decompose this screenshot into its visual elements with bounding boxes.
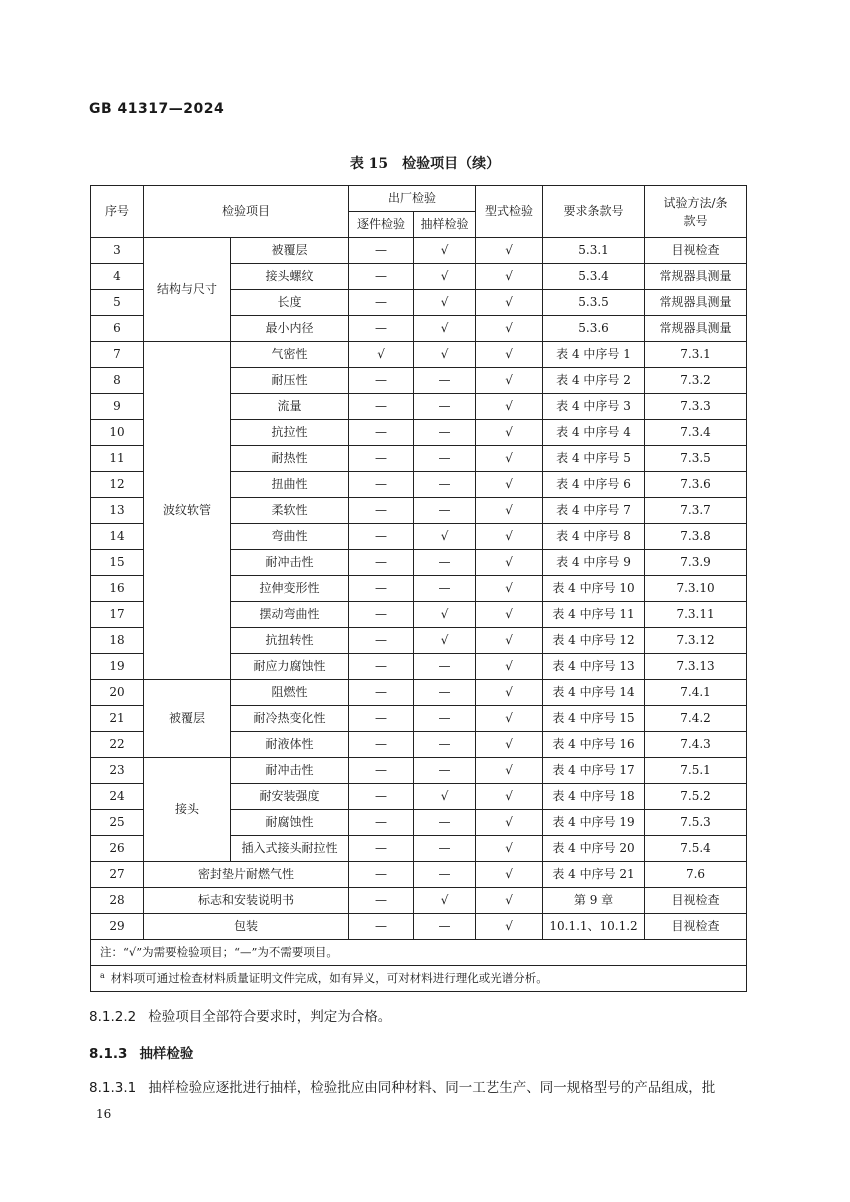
cell-each: — (349, 628, 414, 654)
cell-item: 耐热性 (231, 446, 349, 472)
section-title: 抽样检验 (139, 1046, 194, 1062)
cell-clause: 表 4 中序号 6 (543, 472, 645, 498)
cell-sample: √ (414, 342, 476, 368)
cell-item: 插入式接头耐拉性 (231, 836, 349, 862)
cell-item: 阻燃性 (231, 680, 349, 706)
cell-each: — (349, 472, 414, 498)
cell-each: — (349, 680, 414, 706)
cell-item: 弯曲性 (231, 524, 349, 550)
cell-type: √ (476, 784, 543, 810)
header-seq: 序号 (91, 186, 144, 238)
cell-seq: 18 (91, 628, 144, 654)
cell-each: — (349, 316, 414, 342)
cell-method: 常规器具测量 (645, 290, 747, 316)
table-row (91, 862, 747, 888)
cell-item: 最小内径 (231, 316, 349, 342)
cell-method: 7.3.10 (645, 576, 747, 602)
cell-clause: 第 9 章 (543, 888, 645, 914)
cell-sample: — (414, 914, 476, 940)
cell-method: 7.4.3 (645, 732, 747, 758)
cell-method: 7.3.2 (645, 368, 747, 394)
cell-sample: — (414, 368, 476, 394)
cell-item: 柔软性 (231, 498, 349, 524)
cell-method: 7.3.6 (645, 472, 747, 498)
cell-item: 耐液体性 (231, 732, 349, 758)
cell-clause: 表 4 中序号 4 (543, 420, 645, 446)
cell-item: 耐冲击性 (231, 550, 349, 576)
header-item: 检验项目 (144, 186, 349, 238)
cell-type: √ (476, 888, 543, 914)
cell-type: √ (476, 264, 543, 290)
cell-item: 长度 (231, 290, 349, 316)
cell-seq: 9 (91, 394, 144, 420)
cell-sample: — (414, 758, 476, 784)
group-joint: 接头 (144, 758, 231, 862)
cell-seq: 13 (91, 498, 144, 524)
cell-sample: √ (414, 264, 476, 290)
cell-sample: — (414, 394, 476, 420)
section-heading-8-1-3 (89, 1042, 193, 1062)
note-row (91, 940, 747, 966)
cell-method: 7.5.3 (645, 810, 747, 836)
group-hose: 波纹软管 (144, 342, 231, 680)
cell-item: 耐安装强度 (231, 784, 349, 810)
cell-seq: 14 (91, 524, 144, 550)
cell-each: — (349, 394, 414, 420)
cell-method: 7.3.3 (645, 394, 747, 420)
cell-type: √ (476, 342, 543, 368)
cell-seq: 28 (91, 888, 144, 914)
cell-sample: — (414, 576, 476, 602)
cell-sample: √ (414, 290, 476, 316)
cell-type: √ (476, 862, 543, 888)
table-title: 表 15 检验项目（续） (349, 156, 501, 172)
cell-seq: 26 (91, 836, 144, 862)
cell-seq: 5 (91, 290, 144, 316)
cell-each: — (349, 810, 414, 836)
cell-clause: 表 4 中序号 11 (543, 602, 645, 628)
cell-each: — (349, 758, 414, 784)
cell-each: — (349, 706, 414, 732)
footnote-marker: a (100, 971, 105, 981)
clause-number: 8.1.2.2 (89, 1009, 137, 1025)
cell-each: √ (349, 342, 414, 368)
cell-method: 目视检查 (645, 914, 747, 940)
table-row (91, 914, 747, 940)
cell-item: 标志和安装说明书 (144, 888, 349, 914)
inspection-table (90, 185, 747, 992)
cell-seq: 10 (91, 420, 144, 446)
cell-item: 气密性 (231, 342, 349, 368)
cell-method: 7.4.1 (645, 680, 747, 706)
cell-clause: 5.3.5 (543, 290, 645, 316)
cell-each: — (349, 862, 414, 888)
table-row (91, 680, 747, 706)
cell-type: √ (476, 524, 543, 550)
cell-item: 密封垫片耐燃气性 (144, 862, 349, 888)
cell-each: — (349, 264, 414, 290)
table-footnote (91, 966, 747, 992)
cell-sample: — (414, 498, 476, 524)
cell-method: 7.5.4 (645, 836, 747, 862)
cell-sample: — (414, 420, 476, 446)
paragraph-8-1-3-1 (89, 1076, 715, 1096)
cell-seq: 22 (91, 732, 144, 758)
cell-type: √ (476, 446, 543, 472)
cell-method: 7.3.12 (645, 628, 747, 654)
cell-each: — (349, 420, 414, 446)
cell-type: √ (476, 836, 543, 862)
cell-type: √ (476, 706, 543, 732)
cell-method: 7.3.1 (645, 342, 747, 368)
cell-type: √ (476, 810, 543, 836)
cell-seq: 20 (91, 680, 144, 706)
cell-type: √ (476, 420, 543, 446)
header-each: 逐件检验 (349, 212, 414, 238)
cell-method: 7.3.11 (645, 602, 747, 628)
cell-clause: 表 4 中序号 3 (543, 394, 645, 420)
cell-item: 耐冲击性 (231, 758, 349, 784)
cell-sample: √ (414, 888, 476, 914)
cell-method: 7.3.5 (645, 446, 747, 472)
cell-each: — (349, 368, 414, 394)
cell-item: 耐冷热变化性 (231, 706, 349, 732)
cell-method: 目视检查 (645, 238, 747, 264)
cell-sample: — (414, 550, 476, 576)
cell-method: 7.3.13 (645, 654, 747, 680)
cell-type: √ (476, 914, 543, 940)
cell-each: — (349, 836, 414, 862)
cell-sample: √ (414, 238, 476, 264)
cell-type: √ (476, 654, 543, 680)
cell-method: 7.4.2 (645, 706, 747, 732)
cell-seq: 6 (91, 316, 144, 342)
cell-sample: √ (414, 784, 476, 810)
section-number: 8.1.3 (89, 1046, 128, 1062)
cell-clause: 表 4 中序号 19 (543, 810, 645, 836)
header-factory: 出厂检验 (349, 186, 476, 212)
cell-sample: — (414, 654, 476, 680)
table-row (91, 888, 747, 914)
cell-clause: 5.3.1 (543, 238, 645, 264)
cell-item: 包装 (144, 914, 349, 940)
footnote-row (91, 966, 747, 992)
cell-type: √ (476, 628, 543, 654)
cell-seq: 15 (91, 550, 144, 576)
cell-seq: 23 (91, 758, 144, 784)
cell-seq: 27 (91, 862, 144, 888)
cell-item: 被覆层 (231, 238, 349, 264)
cell-clause: 表 4 中序号 21 (543, 862, 645, 888)
cell-each: — (349, 914, 414, 940)
table-note: 注：“√”为需要检验项目；“—”为不需要项目。 (91, 940, 747, 966)
cell-clause: 表 4 中序号 13 (543, 654, 645, 680)
page-number: 16 (96, 1107, 112, 1121)
group-cover: 被覆层 (144, 680, 231, 758)
cell-method: 7.3.8 (645, 524, 747, 550)
cell-method: 7.3.9 (645, 550, 747, 576)
cell-type: √ (476, 550, 543, 576)
cell-type: √ (476, 680, 543, 706)
cell-clause: 表 4 中序号 10 (543, 576, 645, 602)
cell-clause: 表 4 中序号 2 (543, 368, 645, 394)
cell-each: — (349, 550, 414, 576)
cell-sample: — (414, 836, 476, 862)
cell-seq: 24 (91, 784, 144, 810)
cell-clause: 10.1.1、10.1.2 (543, 914, 645, 940)
header-clause: 要求条款号 (543, 186, 645, 238)
cell-clause: 表 4 中序号 15 (543, 706, 645, 732)
cell-item: 摆动弯曲性 (231, 602, 349, 628)
cell-clause: 表 4 中序号 18 (543, 784, 645, 810)
cell-sample: — (414, 446, 476, 472)
cell-sample: √ (414, 602, 476, 628)
cell-clause: 表 4 中序号 5 (543, 446, 645, 472)
cell-item: 耐应力腐蚀性 (231, 654, 349, 680)
standard-code: GB 41317—2024 (89, 101, 225, 117)
cell-sample: — (414, 810, 476, 836)
header-method (645, 186, 747, 238)
cell-clause: 表 4 中序号 20 (543, 836, 645, 862)
header-sample: 抽样检验 (414, 212, 476, 238)
clause-number: 8.1.3.1 (89, 1080, 137, 1096)
cell-type: √ (476, 472, 543, 498)
cell-method: 7.5.1 (645, 758, 747, 784)
cell-item: 流量 (231, 394, 349, 420)
cell-seq: 16 (91, 576, 144, 602)
cell-seq: 17 (91, 602, 144, 628)
cell-seq: 12 (91, 472, 144, 498)
cell-each: — (349, 602, 414, 628)
cell-method: 7.5.2 (645, 784, 747, 810)
group-structure: 结构与尺寸 (144, 238, 231, 342)
cell-sample: — (414, 680, 476, 706)
cell-sample: √ (414, 316, 476, 342)
cell-method: 常规器具测量 (645, 264, 747, 290)
cell-clause: 表 4 中序号 12 (543, 628, 645, 654)
cell-each: — (349, 888, 414, 914)
paragraph-text: 检验项目全部符合要求时，判定为合格。 (148, 1009, 392, 1025)
cell-clause: 表 4 中序号 9 (543, 550, 645, 576)
table-row (91, 342, 747, 368)
cell-sample: — (414, 472, 476, 498)
cell-each: — (349, 576, 414, 602)
cell-type: √ (476, 394, 543, 420)
cell-type: √ (476, 368, 543, 394)
cell-method: 常规器具测量 (645, 316, 747, 342)
header-type: 型式检验 (476, 186, 543, 238)
cell-clause: 表 4 中序号 1 (543, 342, 645, 368)
cell-method: 目视检查 (645, 888, 747, 914)
cell-each: — (349, 498, 414, 524)
cell-sample: — (414, 732, 476, 758)
cell-type: √ (476, 290, 543, 316)
paragraph-8-1-2-2 (89, 1005, 391, 1025)
table-row (91, 758, 747, 784)
table-row (91, 238, 747, 264)
header-method-text: 试验方法/条款号 (663, 195, 728, 228)
cell-sample: √ (414, 524, 476, 550)
cell-clause: 5.3.4 (543, 264, 645, 290)
cell-sample: — (414, 862, 476, 888)
cell-each: — (349, 238, 414, 264)
cell-item: 耐压性 (231, 368, 349, 394)
cell-sample: √ (414, 628, 476, 654)
cell-clause: 表 4 中序号 7 (543, 498, 645, 524)
cell-type: √ (476, 758, 543, 784)
cell-clause: 表 4 中序号 16 (543, 732, 645, 758)
cell-item: 抗扭转性 (231, 628, 349, 654)
cell-type: √ (476, 576, 543, 602)
cell-seq: 25 (91, 810, 144, 836)
cell-each: — (349, 524, 414, 550)
cell-each: — (349, 654, 414, 680)
cell-seq: 4 (91, 264, 144, 290)
cell-seq: 3 (91, 238, 144, 264)
cell-type: √ (476, 238, 543, 264)
cell-type: √ (476, 732, 543, 758)
cell-item: 耐腐蚀性 (231, 810, 349, 836)
cell-each: — (349, 784, 414, 810)
cell-seq: 7 (91, 342, 144, 368)
cell-item: 抗拉性 (231, 420, 349, 446)
cell-item: 拉伸变形性 (231, 576, 349, 602)
paragraph-text: 抽样检验应逐批进行抽样，检验批应由同种材料、同一工艺生产、同一规格型号的产品组成，批 (148, 1080, 716, 1096)
cell-method: 7.6 (645, 862, 747, 888)
cell-clause: 表 4 中序号 14 (543, 680, 645, 706)
cell-seq: 21 (91, 706, 144, 732)
cell-seq: 11 (91, 446, 144, 472)
cell-each: — (349, 732, 414, 758)
cell-item: 扭曲性 (231, 472, 349, 498)
cell-clause: 表 4 中序号 8 (543, 524, 645, 550)
cell-method: 7.3.7 (645, 498, 747, 524)
cell-type: √ (476, 316, 543, 342)
cell-method: 7.3.4 (645, 420, 747, 446)
cell-sample: — (414, 706, 476, 732)
cell-seq: 29 (91, 914, 144, 940)
cell-clause: 表 4 中序号 17 (543, 758, 645, 784)
cell-seq: 8 (91, 368, 144, 394)
cell-type: √ (476, 498, 543, 524)
footnote-text: 材料项可通过检查材料质量证明文件完成，如有异义，可对材料进行理化或光谱分析。 (110, 971, 548, 986)
cell-each: — (349, 290, 414, 316)
cell-each: — (349, 446, 414, 472)
cell-clause: 5.3.6 (543, 316, 645, 342)
cell-seq: 19 (91, 654, 144, 680)
cell-item: 接头螺纹 (231, 264, 349, 290)
cell-type: √ (476, 602, 543, 628)
